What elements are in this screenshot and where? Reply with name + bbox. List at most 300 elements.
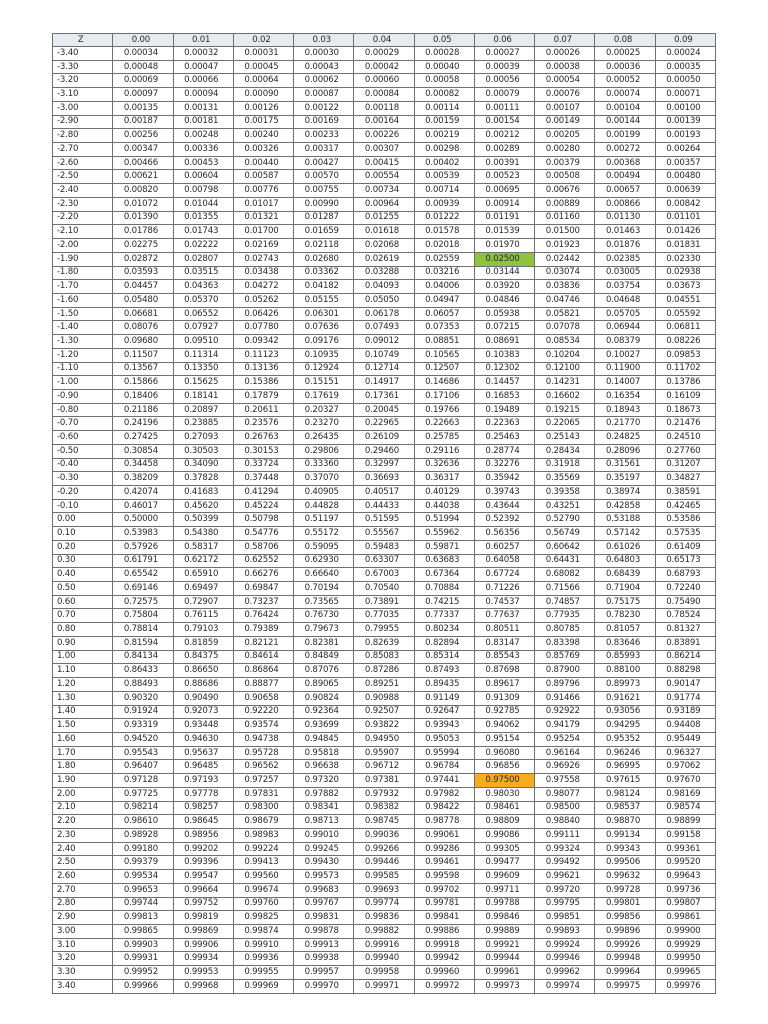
- probability-cell: 0.09680: [113, 335, 173, 349]
- probability-cell: 0.07078: [535, 321, 595, 335]
- probability-cell: 0.08226: [655, 335, 715, 349]
- probability-cell: 0.98870: [595, 815, 655, 829]
- probability-cell: 0.99430: [294, 856, 354, 870]
- table-row: [53, 952, 716, 966]
- probability-cell: 0.00368: [595, 156, 655, 170]
- probability-cell: 0.01578: [414, 225, 474, 239]
- probability-cell: 0.40129: [414, 486, 474, 500]
- probability-cell: 0.99702: [414, 883, 474, 897]
- probability-cell: 0.24196: [113, 417, 173, 431]
- probability-cell: 0.97778: [173, 787, 233, 801]
- probability-cell: 0.69146: [113, 582, 173, 596]
- probability-cell: 0.04006: [414, 280, 474, 294]
- z-value-cell: -1.60: [53, 293, 113, 307]
- probability-cell: 0.99305: [474, 842, 534, 856]
- probability-cell: 0.72907: [173, 595, 233, 609]
- probability-cell: 0.27760: [655, 444, 715, 458]
- probability-cell: 0.00100: [655, 101, 715, 115]
- probability-cell: 0.78230: [595, 609, 655, 623]
- probability-cell: 0.14917: [354, 376, 414, 390]
- probability-cell: 0.03074: [535, 266, 595, 280]
- probability-cell: 0.00126: [233, 101, 293, 115]
- probability-cell: 0.00889: [535, 197, 595, 211]
- probability-cell: 0.01101: [655, 211, 715, 225]
- probability-cell: 0.99767: [294, 897, 354, 911]
- table-row: [53, 266, 716, 280]
- z-value-cell: 2.80: [53, 897, 113, 911]
- probability-cell: 0.03673: [655, 280, 715, 294]
- probability-cell: 0.01287: [294, 211, 354, 225]
- probability-cell: 0.68793: [655, 568, 715, 582]
- probability-cell: 0.13136: [233, 362, 293, 376]
- probability-cell: 0.21476: [655, 417, 715, 431]
- probability-cell: 0.94738: [233, 732, 293, 746]
- probability-cell: 0.99882: [354, 925, 414, 939]
- probability-cell: 0.09012: [354, 335, 414, 349]
- probability-cell: 0.69847: [233, 582, 293, 596]
- probability-cell: 0.17106: [414, 389, 474, 403]
- probability-cell: 0.00111: [474, 101, 534, 115]
- probability-cell: 0.07636: [294, 321, 354, 335]
- probability-cell: 0.34090: [173, 458, 233, 472]
- probability-cell: 0.01700: [233, 225, 293, 239]
- probability-cell: 0.99180: [113, 842, 173, 856]
- probability-cell: 0.00298: [414, 143, 474, 157]
- probability-cell: 0.07353: [414, 321, 474, 335]
- z-value-cell: -3.40: [53, 47, 113, 61]
- probability-cell: 0.85769: [535, 650, 595, 664]
- probability-cell: 0.02938: [655, 266, 715, 280]
- probability-cell: 0.70194: [294, 582, 354, 596]
- probability-cell: 0.98214: [113, 801, 173, 815]
- probability-cell: 0.98537: [595, 801, 655, 815]
- probability-cell: 0.00226: [354, 129, 414, 143]
- probability-cell: 0.03288: [354, 266, 414, 280]
- probability-cell: 0.00280: [535, 143, 595, 157]
- probability-cell: 0.00031: [233, 47, 293, 61]
- probability-cell: 0.98422: [414, 801, 474, 815]
- probability-cell: 0.61791: [113, 554, 173, 568]
- probability-cell: 0.00087: [294, 88, 354, 102]
- probability-cell: 0.99010: [294, 828, 354, 842]
- probability-cell: 0.78814: [113, 623, 173, 637]
- probability-cell: 0.01876: [595, 239, 655, 253]
- z-value-cell: 0.60: [53, 595, 113, 609]
- probability-cell: 0.59483: [354, 540, 414, 554]
- probability-cell: 0.00038: [535, 60, 595, 74]
- probability-cell: 0.78524: [655, 609, 715, 623]
- probability-cell: 0.06811: [655, 321, 715, 335]
- probability-cell: 0.04457: [113, 280, 173, 294]
- probability-cell: 0.71904: [595, 582, 655, 596]
- probability-cell: 0.00159: [414, 115, 474, 129]
- probability-cell: 0.76115: [173, 609, 233, 623]
- probability-cell: 0.96327: [655, 746, 715, 760]
- table-row: [53, 897, 716, 911]
- table-row: [53, 444, 716, 458]
- probability-cell: 0.92220: [233, 705, 293, 719]
- probability-cell: 0.72575: [113, 595, 173, 609]
- probability-cell: 0.31561: [595, 458, 655, 472]
- probability-cell: 0.00347: [113, 143, 173, 157]
- probability-cell: 0.67364: [414, 568, 474, 582]
- probability-cell: 0.00144: [595, 115, 655, 129]
- probability-cell: 0.04846: [474, 293, 534, 307]
- probability-cell: 0.60642: [535, 540, 595, 554]
- table-row: [53, 389, 716, 403]
- probability-cell: 0.99916: [354, 938, 414, 952]
- probability-cell: 0.00028: [414, 47, 474, 61]
- probability-cell: 0.82121: [233, 636, 293, 650]
- probability-cell: 0.98645: [173, 815, 233, 829]
- probability-cell: 0.11507: [113, 348, 173, 362]
- probability-cell: 0.95637: [173, 746, 233, 760]
- probability-cell: 0.99506: [595, 856, 655, 870]
- probability-cell: 0.94950: [354, 732, 414, 746]
- probability-cell: 0.87076: [294, 664, 354, 678]
- probability-cell: 0.03144: [474, 266, 534, 280]
- probability-cell: 0.00079: [474, 88, 534, 102]
- probability-cell: 0.93943: [414, 719, 474, 733]
- probability-cell: 0.36317: [414, 472, 474, 486]
- probability-cell: 0.06426: [233, 307, 293, 321]
- probability-cell: 0.03754: [595, 280, 655, 294]
- probability-cell: 0.97615: [595, 774, 655, 788]
- table-row: [53, 801, 716, 815]
- probability-cell: 0.00025: [595, 47, 655, 61]
- z-value-cell: 0.50: [53, 582, 113, 596]
- probability-cell: 0.14457: [474, 376, 534, 390]
- probability-cell: 0.81327: [655, 623, 715, 637]
- probability-cell: 0.98778: [414, 815, 474, 829]
- probability-cell: 0.24825: [595, 431, 655, 445]
- probability-cell: 0.00084: [354, 88, 414, 102]
- z-value-cell: -0.50: [53, 444, 113, 458]
- probability-cell: 0.95994: [414, 746, 474, 760]
- probability-cell: 0.94179: [535, 719, 595, 733]
- probability-cell: 0.99774: [354, 897, 414, 911]
- probability-cell: 0.27425: [113, 431, 173, 445]
- probability-cell: 0.92647: [414, 705, 474, 719]
- probability-cell: 0.19489: [474, 403, 534, 417]
- probability-cell: 0.65173: [655, 554, 715, 568]
- probability-cell: 0.93319: [113, 719, 173, 733]
- z-value-cell: -2.00: [53, 239, 113, 253]
- probability-cell: 0.13567: [113, 362, 173, 376]
- probability-cell: 0.99134: [595, 828, 655, 842]
- probability-cell: 0.02385: [595, 252, 655, 266]
- probability-cell: 0.07493: [354, 321, 414, 335]
- probability-cell: 0.99934: [173, 952, 233, 966]
- probability-cell: 0.03005: [595, 266, 655, 280]
- probability-cell: 0.00326: [233, 143, 293, 157]
- probability-cell: 0.75175: [595, 595, 655, 609]
- probability-cell: 0.03836: [535, 280, 595, 294]
- probability-cell: 0.97831: [233, 787, 293, 801]
- probability-cell: 0.85083: [354, 650, 414, 664]
- probability-cell: 0.77935: [535, 609, 595, 623]
- probability-cell: 0.67003: [354, 568, 414, 582]
- probability-cell: 0.63307: [354, 554, 414, 568]
- probability-cell: 0.00030: [294, 47, 354, 61]
- probability-cell: 0.91774: [655, 691, 715, 705]
- probability-cell: 0.00714: [414, 184, 474, 198]
- probability-cell: 0.99621: [535, 870, 595, 884]
- probability-cell: 0.99825: [233, 911, 293, 925]
- probability-cell: 0.86650: [173, 664, 233, 678]
- z-value-cell: -0.30: [53, 472, 113, 486]
- probability-cell: 0.84849: [294, 650, 354, 664]
- probability-cell: 0.85314: [414, 650, 474, 664]
- probability-cell: 0.27093: [173, 431, 233, 445]
- z-value-cell: 1.80: [53, 760, 113, 774]
- probability-cell: 0.11123: [233, 348, 293, 362]
- probability-cell: 0.88686: [173, 678, 233, 692]
- probability-cell: 0.16354: [595, 389, 655, 403]
- probability-cell: 0.30854: [113, 444, 173, 458]
- probability-cell: 0.70884: [414, 582, 474, 596]
- table-row: [53, 239, 716, 253]
- probability-cell: 0.62552: [233, 554, 293, 568]
- probability-cell: 0.04648: [595, 293, 655, 307]
- probability-cell: 0.87493: [414, 664, 474, 678]
- probability-cell: 0.35569: [535, 472, 595, 486]
- probability-cell: 0.10749: [354, 348, 414, 362]
- probability-cell: 0.02680: [294, 252, 354, 266]
- probability-cell: 0.97932: [354, 787, 414, 801]
- probability-cell: 0.41294: [233, 486, 293, 500]
- probability-cell: 0.99841: [414, 911, 474, 925]
- probability-cell: 0.00027: [474, 47, 534, 61]
- table-row: [53, 486, 716, 500]
- probability-cell: 0.06944: [595, 321, 655, 335]
- probability-cell: 0.02619: [354, 252, 414, 266]
- probability-cell: 0.01463: [595, 225, 655, 239]
- probability-cell: 0.54380: [173, 527, 233, 541]
- probability-cell: 0.42858: [595, 499, 655, 513]
- probability-cell: 0.74215: [414, 595, 474, 609]
- probability-cell: 0.00181: [173, 115, 233, 129]
- probability-cell: 0.70540: [354, 582, 414, 596]
- probability-cell: 0.10565: [414, 348, 474, 362]
- probability-cell: 0.99560: [233, 870, 293, 884]
- probability-cell: 0.99061: [414, 828, 474, 842]
- probability-cell: 0.08691: [474, 335, 534, 349]
- probability-cell: 0.96562: [233, 760, 293, 774]
- probability-cell: 0.00187: [113, 115, 173, 129]
- column-header: 0.08: [595, 34, 655, 47]
- probability-cell: 0.74857: [535, 595, 595, 609]
- probability-cell: 0.08379: [595, 335, 655, 349]
- probability-cell: 0.08076: [113, 321, 173, 335]
- z-value-cell: -0.20: [53, 486, 113, 500]
- probability-cell: 0.07215: [474, 321, 534, 335]
- probability-cell: 0.12100: [535, 362, 595, 376]
- z-value-cell: -2.60: [53, 156, 113, 170]
- probability-cell: 0.99953: [173, 966, 233, 980]
- probability-cell: 0.80511: [474, 623, 534, 637]
- probability-cell: 0.06552: [173, 307, 233, 321]
- probability-cell: 0.20897: [173, 403, 233, 417]
- table-row: [53, 184, 716, 198]
- probability-cell: 0.19215: [535, 403, 595, 417]
- z-value-cell: -0.10: [53, 499, 113, 513]
- probability-cell: 0.24510: [655, 431, 715, 445]
- probability-cell: 0.03515: [173, 266, 233, 280]
- table-row: [53, 623, 716, 637]
- probability-cell: 0.02018: [414, 239, 474, 253]
- probability-cell: 0.41683: [173, 486, 233, 500]
- z-value-cell: -2.50: [53, 170, 113, 184]
- probability-cell: 0.99938: [294, 952, 354, 966]
- probability-cell: 0.65910: [173, 568, 233, 582]
- probability-cell: 0.20327: [294, 403, 354, 417]
- probability-cell: 0.00842: [655, 197, 715, 211]
- probability-cell: 0.95543: [113, 746, 173, 760]
- probability-cell: 0.14231: [535, 376, 595, 390]
- probability-cell: 0.99960: [414, 966, 474, 980]
- table-row: [53, 732, 716, 746]
- probability-cell: 0.97670: [655, 774, 715, 788]
- probability-cell: 0.99846: [474, 911, 534, 925]
- probability-cell: 0.99900: [655, 925, 715, 939]
- probability-cell: 0.99379: [113, 856, 173, 870]
- column-header: 0.09: [655, 34, 715, 47]
- probability-cell: 0.03362: [294, 266, 354, 280]
- probability-cell: 0.00058: [414, 74, 474, 88]
- probability-cell: 0.99970: [294, 979, 354, 993]
- probability-cell: 0.99446: [354, 856, 414, 870]
- probability-cell: 0.99974: [535, 979, 595, 993]
- probability-cell: 0.99788: [474, 897, 534, 911]
- probability-cell: 0.00508: [535, 170, 595, 184]
- z-value-cell: -3.10: [53, 88, 113, 102]
- probability-cell: 0.00131: [173, 101, 233, 115]
- probability-cell: 0.00029: [354, 47, 414, 61]
- probability-cell: 0.00045: [233, 60, 293, 74]
- probability-cell: 0.00402: [414, 156, 474, 170]
- probability-cell: 0.99461: [414, 856, 474, 870]
- probability-cell: 0.99492: [535, 856, 595, 870]
- probability-cell: 0.33724: [233, 458, 293, 472]
- probability-cell: 0.99944: [474, 952, 534, 966]
- probability-cell: 0.00776: [233, 184, 293, 198]
- table-row: [53, 582, 716, 596]
- probability-cell: 0.79103: [173, 623, 233, 637]
- probability-cell: 0.00035: [655, 60, 715, 74]
- probability-cell: 0.01923: [535, 239, 595, 253]
- probability-cell: 0.50399: [173, 513, 233, 527]
- z-value-cell: 3.40: [53, 979, 113, 993]
- probability-cell: 0.00056: [474, 74, 534, 88]
- table-row: [53, 280, 716, 294]
- probability-cell: 0.93699: [294, 719, 354, 733]
- probability-cell: 0.99906: [173, 938, 233, 952]
- z-value-cell: -1.10: [53, 362, 113, 376]
- probability-cell: 0.58317: [173, 540, 233, 554]
- probability-cell: 0.99878: [294, 925, 354, 939]
- probability-cell: 0.73565: [294, 595, 354, 609]
- probability-cell: 0.90658: [233, 691, 293, 705]
- probability-cell: 0.98169: [655, 787, 715, 801]
- probability-cell: 0.88298: [655, 664, 715, 678]
- probability-cell: 0.64431: [535, 554, 595, 568]
- probability-cell: 0.99869: [173, 925, 233, 939]
- table-row: [53, 609, 716, 623]
- probability-cell: 0.00154: [474, 115, 534, 129]
- table-row: [53, 650, 716, 664]
- z-value-cell: 0.90: [53, 636, 113, 650]
- probability-cell: 0.79673: [294, 623, 354, 637]
- probability-cell: 0.29116: [414, 444, 474, 458]
- probability-cell: 0.67724: [474, 568, 534, 582]
- probability-cell: 0.01743: [173, 225, 233, 239]
- probability-cell: 0.03920: [474, 280, 534, 294]
- probability-cell: 0.12714: [354, 362, 414, 376]
- probability-cell: 0.00480: [655, 170, 715, 184]
- probability-cell: 0.05370: [173, 293, 233, 307]
- probability-cell: 0.99752: [173, 897, 233, 911]
- probability-cell: 0.99396: [173, 856, 233, 870]
- probability-cell: 0.03593: [113, 266, 173, 280]
- probability-cell: 0.87286: [354, 664, 414, 678]
- probability-cell: 0.98574: [655, 801, 715, 815]
- table-row: [53, 88, 716, 102]
- table-row: [53, 143, 716, 157]
- z-value-cell: -2.10: [53, 225, 113, 239]
- probability-cell: 0.00135: [113, 101, 173, 115]
- probability-cell: 0.99202: [173, 842, 233, 856]
- probability-cell: 0.98500: [535, 801, 595, 815]
- probability-cell: 0.96638: [294, 760, 354, 774]
- probability-cell: 0.99609: [474, 870, 534, 884]
- probability-cell: 0.02275: [113, 239, 173, 253]
- probability-cell: 0.99896: [595, 925, 655, 939]
- z-value-cell: -1.40: [53, 321, 113, 335]
- probability-cell: 0.95352: [595, 732, 655, 746]
- probability-cell: 0.87698: [474, 664, 534, 678]
- probability-cell: 0.84375: [173, 650, 233, 664]
- probability-cell: 0.51595: [354, 513, 414, 527]
- probability-cell: 0.00069: [113, 74, 173, 88]
- probability-cell: 0.69497: [173, 582, 233, 596]
- probability-cell: 0.99477: [474, 856, 534, 870]
- probability-cell: 0.34827: [655, 472, 715, 486]
- table-row: [53, 376, 716, 390]
- probability-cell: 0.25143: [535, 431, 595, 445]
- table-row: [53, 705, 716, 719]
- probability-cell: 0.00043: [294, 60, 354, 74]
- z-value-cell: -2.80: [53, 129, 113, 143]
- probability-cell: 0.99807: [655, 897, 715, 911]
- probability-cell: 0.01970: [474, 239, 534, 253]
- probability-cell: 0.83398: [535, 636, 595, 650]
- probability-cell: 0.00657: [595, 184, 655, 198]
- table-row: [53, 828, 716, 842]
- table-row: [53, 252, 716, 266]
- probability-cell: 0.99760: [233, 897, 293, 911]
- probability-cell: 0.84134: [113, 650, 173, 664]
- probability-cell: 0.10935: [294, 348, 354, 362]
- probability-cell: 0.00755: [294, 184, 354, 198]
- probability-cell: 0.00272: [595, 143, 655, 157]
- z-value-cell: 2.50: [53, 856, 113, 870]
- probability-cell: 0.88100: [595, 664, 655, 678]
- probability-cell: 0.94062: [474, 719, 534, 733]
- probability-cell: 0.13350: [173, 362, 233, 376]
- table-row: [53, 513, 716, 527]
- probability-cell: 0.82894: [414, 636, 474, 650]
